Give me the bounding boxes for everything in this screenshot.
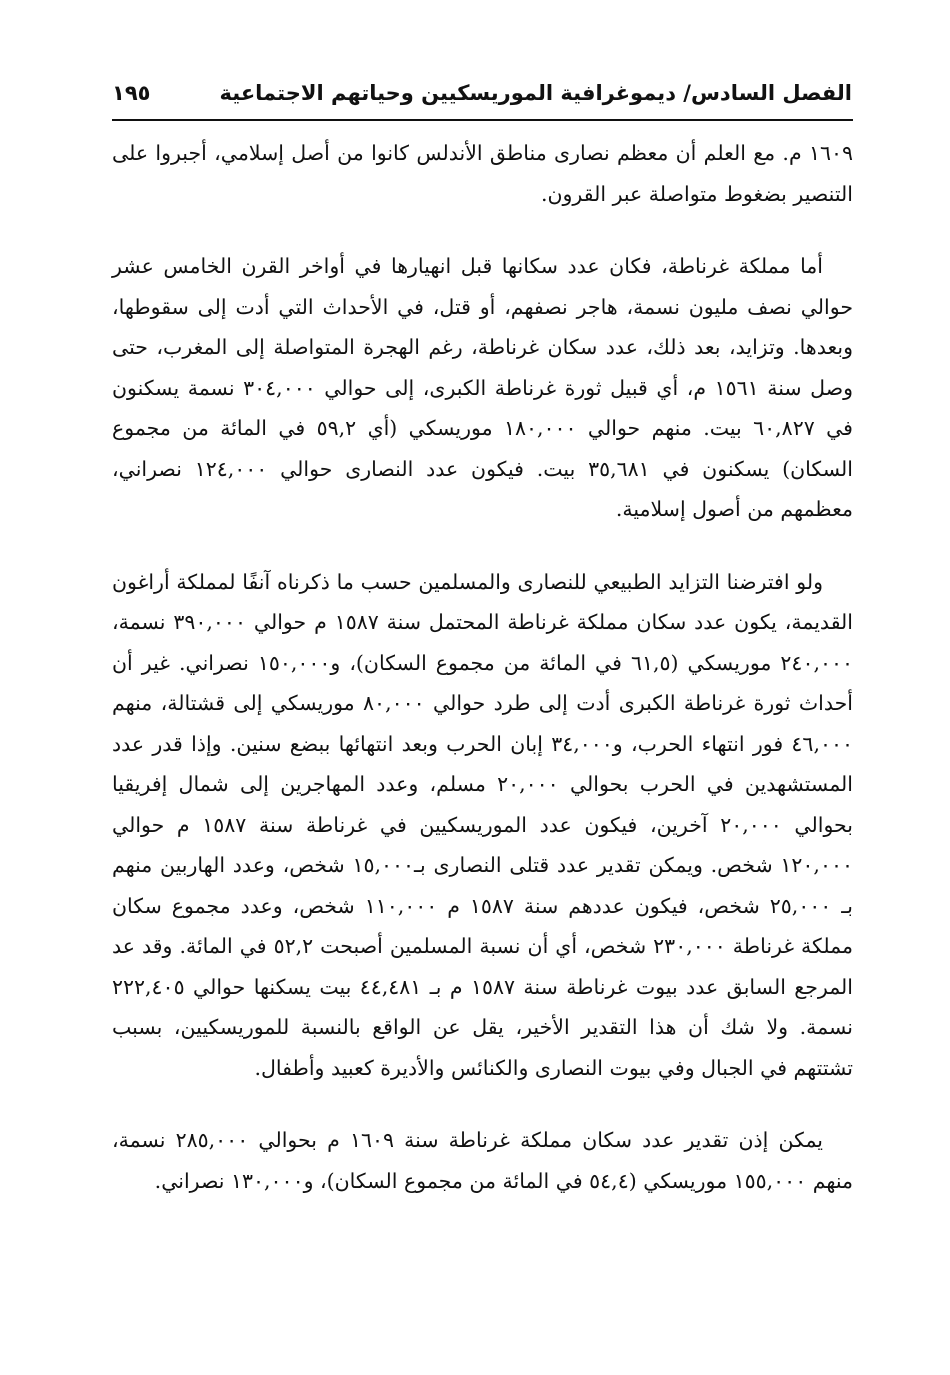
- paragraph-continuation: ١٦٠٩ م. مع العلم أن معظم نصارى مناطق الأندلس كانوا من أصل إسلامي، أجبروا على التنصير بضغوط متواصلة عبر القرون.: [112, 141, 853, 206]
- header-divider: [112, 119, 853, 121]
- paragraph-natural-growth-estimate: ولو افترضنا التزايد الطبيعي للنصارى والمسلمين حسب ما ذكرناه آنفًا لمملكة أراغون القديمة، يكون عدد سكان مملكة غرناطة المحتمل سنة ١٥٨٧ م حوالي ٣٩٠,٠٠٠ نسمة، ٢٤٠,٠٠٠ موريسكي (٦١,٥ في المائة من مجموع السكان)، و١٥٠,٠٠٠ نصراني. غير أن أحداث ثورة غرناطة الكبرى أدت إلى طرد حوالي ٨٠,٠٠٠ موريسكي إلى قشتالة، منهم ٤٦,٠٠٠ فور انتهاء الحرب، و٣٤,٠٠٠ إبان الحرب وبعد انتهائها ببضع سنين. وإذا قدر عدد المستشهدين في الحرب بحوالي ٢٠,٠٠٠ مسلم، وعدد المهاجرين إلى شمال إفريقيا بحوالي ٢٠,٠٠٠ آخرين، فيكون عدد الموريسكيين في غرناطة سنة ١٥٨٧ م حوالي ١٢٠,٠٠٠ شخص. ويمكن تقدير عدد قتلى النصارى بـ١٥,٠٠٠ شخص، وعدد الهاربين منهم بـ ٢٥,٠٠٠ شخص، فيكون عددهم سنة ١٥٨٧ م ١١٠,٠٠٠ شخص، وعدد مجموع سكان مملكة غرناطة ٢٣٠,٠٠٠ شخص، أي أن نسبة المسلمين أصبحت ٥٢,٢ في المائة. وقد عد المرجع السابق عدد بيوت غرناطة سنة ١٥٨٧ م بـ ٤٤,٤٨١ بيت يسكنها حوالي ٢٢٢,٤٠٥ نسمة. ولا شك أن هذا التقدير الأخير، يقل عن الواقع بالنسبة للموريسكيين، بسبب تشتتهم في الجبال وفي بيوت النصارى والكنائس والأديرة كعبيد وأطفال.: [112, 569, 854, 1080]
- page-number: ١٩٥: [112, 81, 151, 105]
- body-text: [112, 133, 853, 1233]
- running-head: [112, 70, 852, 116]
- paragraph-1609-estimate: يمكن إذن تقدير عدد سكان مملكة غرناطة سنة ١٦٠٩ م بحوالي ٢٨٥,٠٠٠ نسمة، منهم ١٥٥,٠٠٠ موريسكي (٥٤,٤ في المائة من مجموع السكان)، و١٣٠,٠٠٠ نصراني.: [112, 1128, 853, 1193]
- paragraph-granada-population: أما مملكة غرناطة، فكان عدد سكانها قبل انهيارها في أواخر القرن الخامس عشر حوالي نصف مليون نسمة، هاجر نصفهم، أو قتل، في الأحداث التي أدت إلى سقوطها، وبعدها. وتزايد، بعد ذلك، عدد سكان غرناطة، رغم الهجرة المتواصلة إلى المغرب، حتى وصل سنة ١٥٦١ م، أي قبيل ثورة غرناطة الكبرى، إلى حوالي ٣٠٤,٠٠٠ نسمة يسكنون في ٦٠,٨٢٧ بيت. منهم حوالي ١٨٠,٠٠٠ موريسكي (أي ٥٩,٢ في المائة من مجموع السكان) يسكنون في ٣٥,٦٨١ بيت. فيكون عدد النصارى حوالي ١٢٤,٠٠٠ نصراني، معظمهم من أصول إسلامية.: [112, 254, 854, 521]
- chapter-title: الفصل السادس/ ديموغرافية الموريسكيين وحياتهم الاجتماعية: [219, 81, 852, 105]
